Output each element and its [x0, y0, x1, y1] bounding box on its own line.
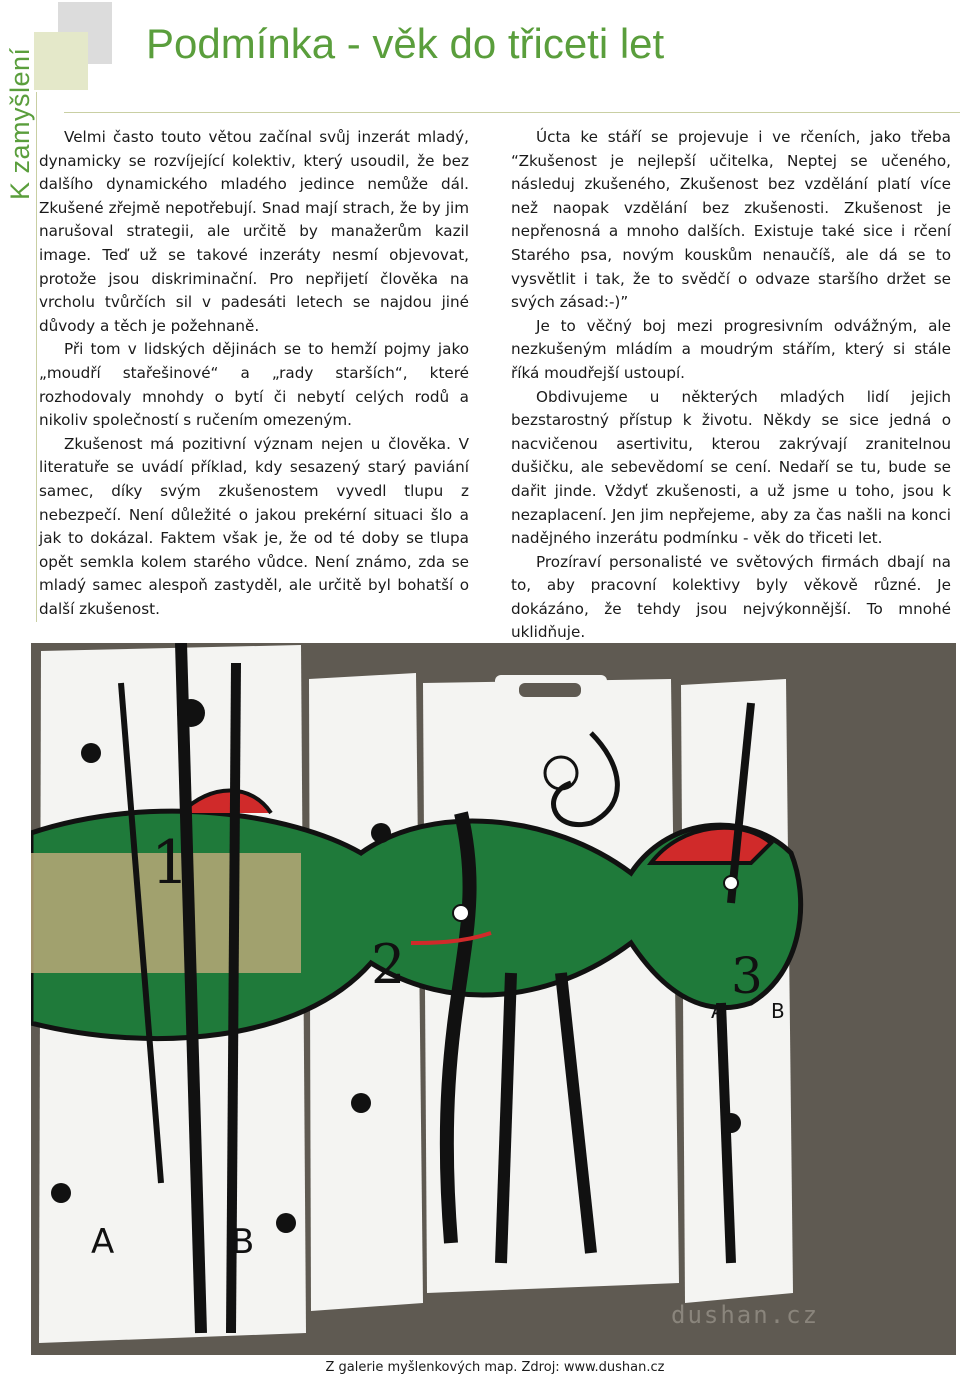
artwork-watermark: dushan.cz	[671, 1301, 820, 1329]
paragraph: Úcta ke stáří se projevuje i ve rčeních, jako třeba “Zkušenost je nejlepší učitelka, Neptej se učeného, následuj zkušeného, Zkušenost bez vzdělání platí více než naopak vzdělání bez zkušenosti. Zkušenost je nepřenosná a mnoho dalších. Existuje také sice i rčení Starého psa, novým kouskům nenaučíš, ale dá se to vysvětlit i tak, že to svědčí o odvaze staršího držet se svých zásad:-)”	[511, 128, 951, 312]
paragraph: Velmi často touto větou začínal svůj inzerát mladý, dynamicky se rozvíjející kolektiv, který usoudil, že bez dalšího dynamického mladého jedince nemůže dál. Zkušené zřejmě nepotřebují. Snad mají strach, že by jim narušoval strategii, ale určitě by manažerům kazil image. Teď už se takové inzeráty nesmí objevovat, protože jsou diskriminační. Pro nepřijetí člověka na vrcholu tvůrčích sil v padesáti letech se najdou jiné důvody a těch je požehnaně.	[39, 128, 469, 335]
paragraph: Obdivujeme u některých mladých lidí jejich bezstarostný přístup k životu. Někdy se sice jedná o nacvičenou asertivitu, kterou zakrývají zranitelnou dušičku, ale sebevědomí se cení. Nedaří se tu, bude se dařit jinde. Vždyť zkušenosti, a už jsme u toho, jsou k nezaplacení. Jen jim nepřejeme, aby za čas našli na konci nadějného inzerátu podmínku - věk do třiceti let.	[511, 387, 951, 548]
panel-number-2: 2	[371, 933, 406, 996]
image-caption: Z galerie myšlenkových map. Zdroj: www.dushan.cz	[325, 1360, 665, 1375]
paragraph: Zkušenost má pozitivní význam nejen u člověka. V literatuře se uvádí příklad, kdy sesazený starý paviání samec, díky svým zkušenostem vyvedl tlupu z nebezpečí. Není důležité o jakou prekérní situaci šlo a jak to dokázal. Faktem však je, že od té doby se tlupa opět semkla kolem starého vůdce. Není známo, zda se mladý samec alespoň zastyděl, ale určitě byl bohatší o další zkušenost.	[39, 434, 469, 618]
paragraph: Při tom v lidských dějinách se to hemží pojmy jako „moudří stařešinové“ a „rady starších“, které rozhodovaly mnohdy o bytí či nebytí celých rodů a nikoliv společností s ručením omezeným.	[39, 340, 469, 430]
right-text-column	[511, 126, 951, 675]
page-title: Podmínka - věk do třiceti let	[146, 20, 665, 67]
decorative-horizontal-rule	[64, 112, 960, 113]
section-label: K zamyšlení	[5, 47, 35, 200]
letter-a-small: A	[711, 999, 725, 1023]
left-text-column	[39, 126, 469, 621]
paragraph: Prozíraví personalisté ve světových firmách dbají na to, aby pracovní kolektivy byly věkově různé. Je dokázáno, že tehdy jsou nejvýkonnější. To mnohé uklidňuje.	[511, 552, 951, 642]
paragraph: Je to věčný boj mezi progresivním odvážným, ale nezkušeným mládím a moudrým stářím, který si stále říká moudřejší ustoupí.	[511, 316, 951, 382]
letter-a: A	[91, 1222, 115, 1262]
mind-map-artwork	[31, 643, 956, 1355]
panel-number-1: 1	[151, 828, 190, 898]
panel-number-3: 3	[731, 947, 763, 1005]
decorative-square-olive	[34, 32, 88, 90]
decorative-vertical-rule	[36, 92, 37, 622]
artwork-drawing	[31, 643, 956, 1355]
letter-b: B	[231, 1222, 255, 1262]
letter-b-small: B	[771, 999, 785, 1023]
